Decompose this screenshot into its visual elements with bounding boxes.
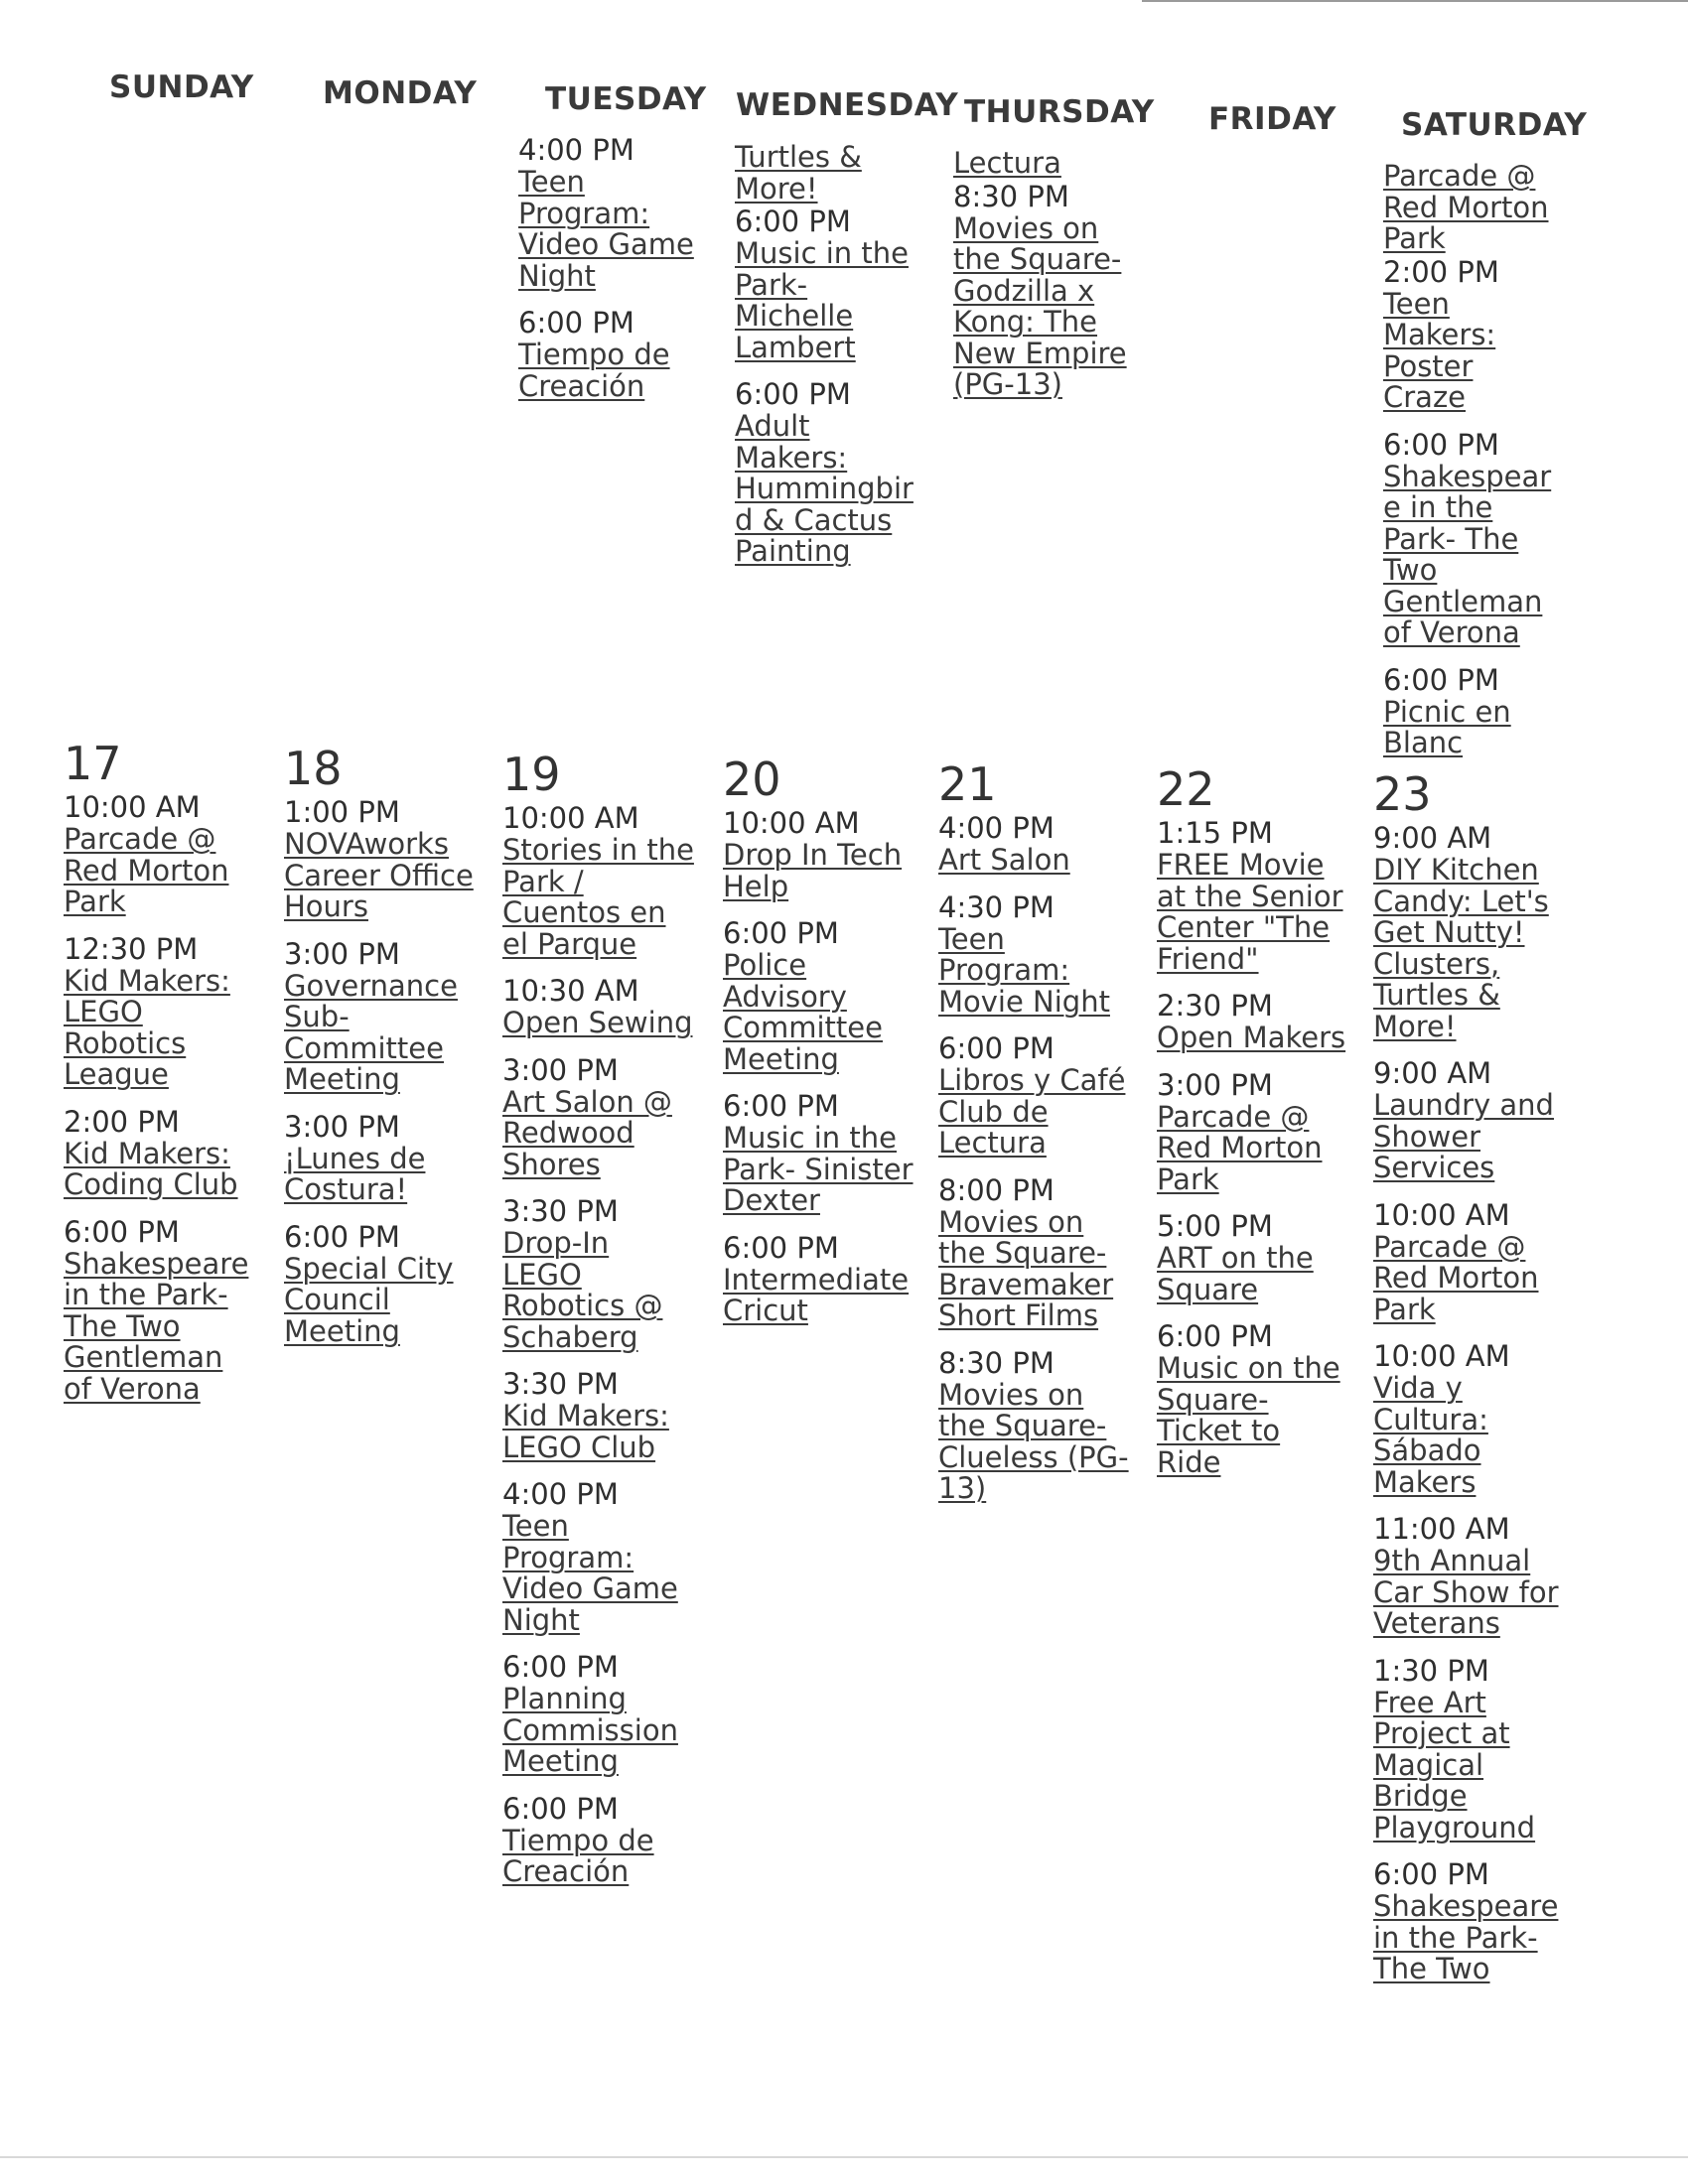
event-link[interactable]: Kid Makers: LEGO Robotics League <box>64 963 230 1091</box>
event-time: 6:00 PM <box>1383 662 1499 697</box>
event-time: 2:00 PM <box>1383 254 1499 289</box>
event-time: 4:30 PM <box>938 889 1055 924</box>
event <box>938 811 1132 877</box>
event-time: 10:30 AM <box>502 974 639 1008</box>
event <box>1157 1068 1350 1196</box>
event <box>1373 1654 1567 1844</box>
event-time: 8:30 PM <box>938 1345 1055 1380</box>
event-link[interactable]: Movies on the Square- Bravemaker Short Films <box>938 1204 1114 1332</box>
event <box>518 133 702 292</box>
event-time: 6:00 PM <box>1373 1857 1489 1891</box>
event-link[interactable]: Libros y Café Club de Lectura <box>938 1063 1126 1160</box>
event-link[interactable]: Music on the Square- Ticket to Ride <box>1157 1351 1340 1479</box>
event-time: 5:00 PM <box>1157 1209 1273 1243</box>
event-link[interactable]: Shakespeare in the Park- The Two Gentleman of Verona <box>64 1246 249 1406</box>
header-monday: MONDAY <box>323 75 478 111</box>
event-time: 9:00 AM <box>1373 821 1492 855</box>
event <box>1373 821 1567 1042</box>
day-cell-23 <box>1373 769 1567 1999</box>
event <box>1157 1209 1350 1305</box>
event-link[interactable]: Tiempo de Creación <box>518 338 670 403</box>
week1-tuesday-cell <box>518 133 702 416</box>
event-time: 6:00 PM <box>723 1089 839 1123</box>
week1-thursday-cell <box>953 148 1127 415</box>
event-link[interactable]: Open Sewing <box>502 1006 693 1039</box>
date-number: 20 <box>723 752 781 806</box>
event <box>1383 161 1562 255</box>
event-time: 6:00 PM <box>64 1214 180 1249</box>
event-time: 10:00 AM <box>723 806 860 840</box>
event-link[interactable]: DIY Kitchen Candy: Let's Get Nutty! Clusters, Turtles & More! <box>1373 853 1549 1043</box>
event-link[interactable]: Laundry and Shower Services <box>1373 1088 1554 1184</box>
event-time: 6:00 PM <box>502 1650 619 1684</box>
event-link[interactable]: Teen Program: Movie Night <box>938 921 1110 1019</box>
event-time: 1:30 PM <box>1373 1653 1489 1688</box>
event-time: 10:00 AM <box>1373 1197 1510 1232</box>
event-link[interactable]: Shakespeare in the Park- The Two Gentleman of Verona <box>1383 459 1552 649</box>
event <box>502 974 696 1039</box>
event-time: 2:00 PM <box>64 1104 180 1139</box>
event-time: 10:00 AM <box>502 801 639 835</box>
event <box>1373 1339 1567 1498</box>
event-time: 3:00 PM <box>1157 1067 1273 1102</box>
event <box>1157 1319 1350 1478</box>
event <box>284 795 478 923</box>
event-link[interactable]: Drop In Tech Help <box>723 838 903 903</box>
event <box>284 937 478 1096</box>
event <box>938 1031 1132 1160</box>
event-link[interactable]: Movies on the Square- Godzilla x Kong: The New Empire (PG-13) <box>953 210 1127 401</box>
event <box>502 1792 696 1888</box>
event <box>1383 428 1562 649</box>
event-time: 8:30 PM <box>953 179 1069 213</box>
event-link[interactable]: Art Salon <box>938 843 1070 877</box>
day-cell-20 <box>723 754 916 1341</box>
event <box>502 1367 696 1463</box>
event-time: 4:00 PM <box>518 133 634 167</box>
scan-top-edge <box>1142 0 1688 2</box>
event-link[interactable]: Governance Sub-Committee Meeting <box>284 968 458 1096</box>
event-time: 1:00 PM <box>284 795 400 829</box>
event <box>502 801 696 960</box>
event <box>518 306 702 402</box>
scan-bottom-edge <box>0 2156 1688 2158</box>
event-link[interactable]: Turtles & More! <box>735 140 862 205</box>
event-time: 6:00 PM <box>518 306 634 340</box>
event-link[interactable]: Stories in the Park / Cuentos en el Parque <box>502 833 694 961</box>
event <box>1373 1198 1567 1326</box>
event-time: 6:00 PM <box>723 916 839 950</box>
event-link[interactable]: Teen Makers: Poster Craze <box>1383 286 1496 414</box>
event-link[interactable]: Shakespeare in the Park- The Two <box>1373 1889 1559 1985</box>
event-link[interactable]: Music in the Park- Michelle Lambert <box>735 236 909 364</box>
event <box>723 916 916 1075</box>
header-tuesday: TUESDAY <box>545 81 707 117</box>
event-time: 6:00 PM <box>723 1230 839 1265</box>
event-time: 6:00 PM <box>284 1219 400 1254</box>
date-number: 21 <box>938 757 997 811</box>
day-cell-21 <box>938 759 1132 1519</box>
event-time: 1:15 PM <box>1157 816 1273 850</box>
event <box>938 1173 1132 1332</box>
event <box>1157 989 1350 1054</box>
day-cell-19 <box>502 750 696 1902</box>
event <box>953 148 1127 180</box>
event <box>1157 816 1350 975</box>
event <box>723 806 916 902</box>
event-time: 6:00 PM <box>735 377 851 411</box>
event-time: 6:00 PM <box>735 205 851 238</box>
date-number: 23 <box>1373 767 1432 821</box>
event-link[interactable]: Intermediate Cricut <box>723 1262 910 1327</box>
event-link[interactable]: Parcade @ Red Morton Park <box>1157 1099 1323 1196</box>
event-link[interactable]: Parcade @ Red Morton Park <box>1373 1229 1539 1326</box>
event-time: 4:00 PM <box>938 811 1055 845</box>
event <box>735 205 914 363</box>
event <box>1373 1512 1567 1640</box>
header-sunday: SUNDAY <box>109 69 254 105</box>
date-number: 17 <box>64 737 122 790</box>
event <box>723 1089 916 1217</box>
day-cell-22 <box>1157 764 1350 1492</box>
event <box>735 377 914 568</box>
event-time: 3:00 PM <box>502 1052 619 1087</box>
header-wednesday: WEDNESDAY <box>736 87 959 123</box>
date-number: 22 <box>1157 762 1215 816</box>
event-link[interactable]: Teen Program: Video Game Night <box>518 165 694 293</box>
event <box>64 1105 257 1201</box>
event <box>502 1053 696 1181</box>
event-link[interactable]: Music in the Park- Sinister Dexter <box>723 1121 914 1217</box>
event-time: 6:00 PM <box>1157 1319 1273 1353</box>
event-time: 6:00 PM <box>502 1791 619 1826</box>
event-link[interactable]: Drop-In LEGO Robotics @ Schaberg <box>502 1226 663 1354</box>
event-time: 4:00 PM <box>502 1477 619 1511</box>
event-time: 3:00 PM <box>284 1109 400 1144</box>
event <box>284 1110 478 1206</box>
event-time: 2:30 PM <box>1157 989 1273 1023</box>
day-cell-18 <box>284 744 478 1361</box>
event-link[interactable]: Free Art Project at Magical Bridge Playground <box>1373 1685 1536 1844</box>
header-friday: FRIDAY <box>1208 101 1336 137</box>
event-link[interactable]: Special City Council Meeting <box>284 1251 454 1348</box>
date-number: 19 <box>502 748 561 801</box>
week1-wednesday-cell <box>735 142 914 582</box>
event-time: 8:00 PM <box>938 1172 1055 1207</box>
date-number: 18 <box>284 742 343 795</box>
event-link[interactable]: Adult Makers: Hummingbird & Cactus Painting <box>735 409 914 568</box>
event <box>502 1650 696 1778</box>
event-time: 6:00 PM <box>938 1031 1055 1065</box>
event-time: 3:30 PM <box>502 1194 619 1228</box>
event <box>64 932 257 1091</box>
event-time: 9:00 AM <box>1373 1056 1492 1090</box>
event-link[interactable]: Parcade @ Red Morton Park <box>1383 159 1549 255</box>
event-time: 12:30 PM <box>64 931 199 966</box>
event <box>64 790 257 918</box>
event-link[interactable]: Kid Makers: Coding Club <box>64 1136 238 1201</box>
event-link[interactable]: NOVAworks Career Office Hours <box>284 827 474 923</box>
event-link[interactable]: Kid Makers: LEGO Club <box>502 1399 669 1464</box>
event-link[interactable]: Picnic en Blanc <box>1383 694 1511 759</box>
event <box>735 142 914 205</box>
event-time: 3:30 PM <box>502 1367 619 1401</box>
event-link[interactable]: Lectura <box>953 146 1061 180</box>
event <box>938 890 1132 1019</box>
event <box>723 1231 916 1327</box>
event <box>284 1220 478 1348</box>
event <box>953 180 1127 401</box>
event <box>64 1215 257 1406</box>
event-link[interactable]: Teen Program: Video Game Night <box>502 1509 678 1637</box>
event-link[interactable]: ART on the Square <box>1157 1241 1314 1306</box>
event-link[interactable]: Tiempo de Creación <box>502 1823 654 1888</box>
event-link[interactable]: Art Salon @ Redwood Shores <box>502 1084 672 1181</box>
event-link[interactable]: ¡Lunes de Costura! <box>284 1141 426 1206</box>
event-link[interactable]: Vida y Cultura: Sábado Makers <box>1373 1371 1488 1499</box>
header-thursday: THURSDAY <box>964 94 1155 130</box>
event <box>502 1194 696 1353</box>
event-link[interactable]: Movies on the Square- Clueless (PG-13) <box>938 1377 1129 1505</box>
event <box>938 1346 1132 1505</box>
event-link[interactable]: Police Advisory Committee Meeting <box>723 948 883 1076</box>
event-time: 3:00 PM <box>284 936 400 971</box>
event <box>1383 663 1562 759</box>
event <box>1383 255 1562 414</box>
event-link[interactable]: Open Makers <box>1157 1021 1346 1054</box>
event-link[interactable]: Parcade @ Red Morton Park <box>64 822 229 918</box>
event-link[interactable]: 9th Annual Car Show for Veterans <box>1373 1544 1559 1640</box>
day-cell-17 <box>64 739 257 1419</box>
event-time: 10:00 AM <box>64 790 201 824</box>
event-time: 6:00 PM <box>1383 427 1499 462</box>
event-link[interactable]: FREE Movie at the Senior Center "The Friend" <box>1157 848 1343 976</box>
event-link[interactable]: Planning Commission Meeting <box>502 1682 678 1778</box>
event-time: 10:00 AM <box>1373 1339 1510 1373</box>
event <box>1373 1857 1567 1985</box>
event-time: 11:00 AM <box>1373 1512 1510 1546</box>
event <box>1373 1056 1567 1184</box>
header-saturday: SATURDAY <box>1401 107 1588 143</box>
event <box>502 1477 696 1636</box>
week1-saturday-cell <box>1383 161 1562 773</box>
